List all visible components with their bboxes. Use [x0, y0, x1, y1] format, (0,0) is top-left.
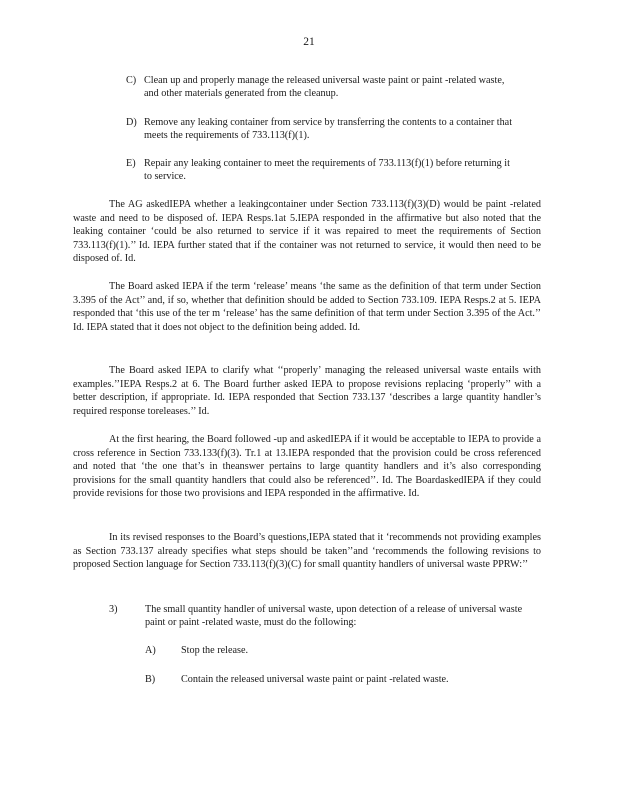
list-label: A) [145, 645, 156, 656]
list-item-e [126, 157, 516, 185]
paragraph: The Board asked IEPA if the term ‘release’ means ‘the same as the definition of that term under Section 3.395 of the Act’’ and, if so, whether that definition should be added to Section 733.109. IEPA Resps.2 at 5. IEPA responded that ‘this use of the ter m ‘release’ has the same definition of that term under Section 3.395 of the Act.’’ Id. IEPA stated that it does not object to the definition being added. Id. [73, 281, 541, 333]
list-text: Stop the release. [181, 645, 249, 656]
list-text: Clean up and properly manage the released universal waste paint or paint -related waste, and other materials generated from the cleanup. [144, 75, 505, 99]
sub-item-b [145, 673, 525, 687]
list-label: E) [126, 158, 136, 169]
list-text: Contain the released universal waste paint or paint -related waste. [181, 674, 449, 685]
list-text: Repair any leaking container to meet the requirements of 733.113(f)(1) before returning it to service. [144, 158, 510, 182]
paragraph: The AG askedIEPA whether a leakingcontainer under Section 733.113(f)(3)(D) would be paint -related waste and need to be disposed of. IEPA Resps.1at 5.IEPA responded in the affirmative but also noted that the leaking container ‘could be also returned to service if it was repaired to meet the requirements of Section 733.113(f)(1).’’ Id. IEPA further stated that if the container was not returned to service, it would then need to be disposed of. Id. [73, 199, 541, 265]
paragraph: In its revised responses to the Board’s questions,IEPA stated that it ‘recommends not providing examples as Section 733.137 already specifies what steps should be taken’’and ‘recommends the following revisions to proposed Section language for Section 733.113(f)(3)(C) for small quantity handlers of universal waste PPRW:’’ [73, 532, 541, 571]
list-label: D) [126, 117, 137, 128]
paragraph: At the first hearing, the Board followed -up and askedIEPA if it would be acceptable to IEPA to provide a cross reference in Section 733.133(f)(3). Tr.1 at 13.IEPA responded that the provision could be cross referenced and noted that ‘the one that’s in theanswer pertains to large quantity handlers and it’s also corresponding provisions for the small quantity handlers that could also be referenced’’. Id. The BoardaskedIEPA if they could provide revisions for those two provisions and IEPA responded in the affirmative. Id. [73, 434, 541, 500]
list-label: C) [126, 75, 137, 86]
list-text: Remove any leaking container from service by transferring the contents to a container that meets the requirements of 733.113(f)(1). [144, 117, 513, 141]
list-text: The small quantity handler of universal waste, upon detection of a release of universal waste paint or paint -related waste, must do the following: [145, 604, 523, 628]
list-label: B) [145, 674, 156, 685]
numbered-item-3 [109, 603, 529, 631]
list-label: 3) [109, 604, 118, 615]
sub-item-a [145, 644, 525, 658]
list-item-d [126, 116, 516, 144]
page-number: 21 [303, 36, 315, 48]
paragraph: The Board asked IEPA to clarify what ‘‘properly’ managing the released universal waste entails with examples.’’IEPA Resps.2 at 6. The Board further asked IEPA to propose revisions replacing ‘properly’’ with a better description, if appropriate. Id. IEPA responded that Section 733.137 ‘describes a large quantity handler’s required response toreleases.’’ Id. [73, 365, 541, 417]
list-item-c [126, 74, 516, 102]
